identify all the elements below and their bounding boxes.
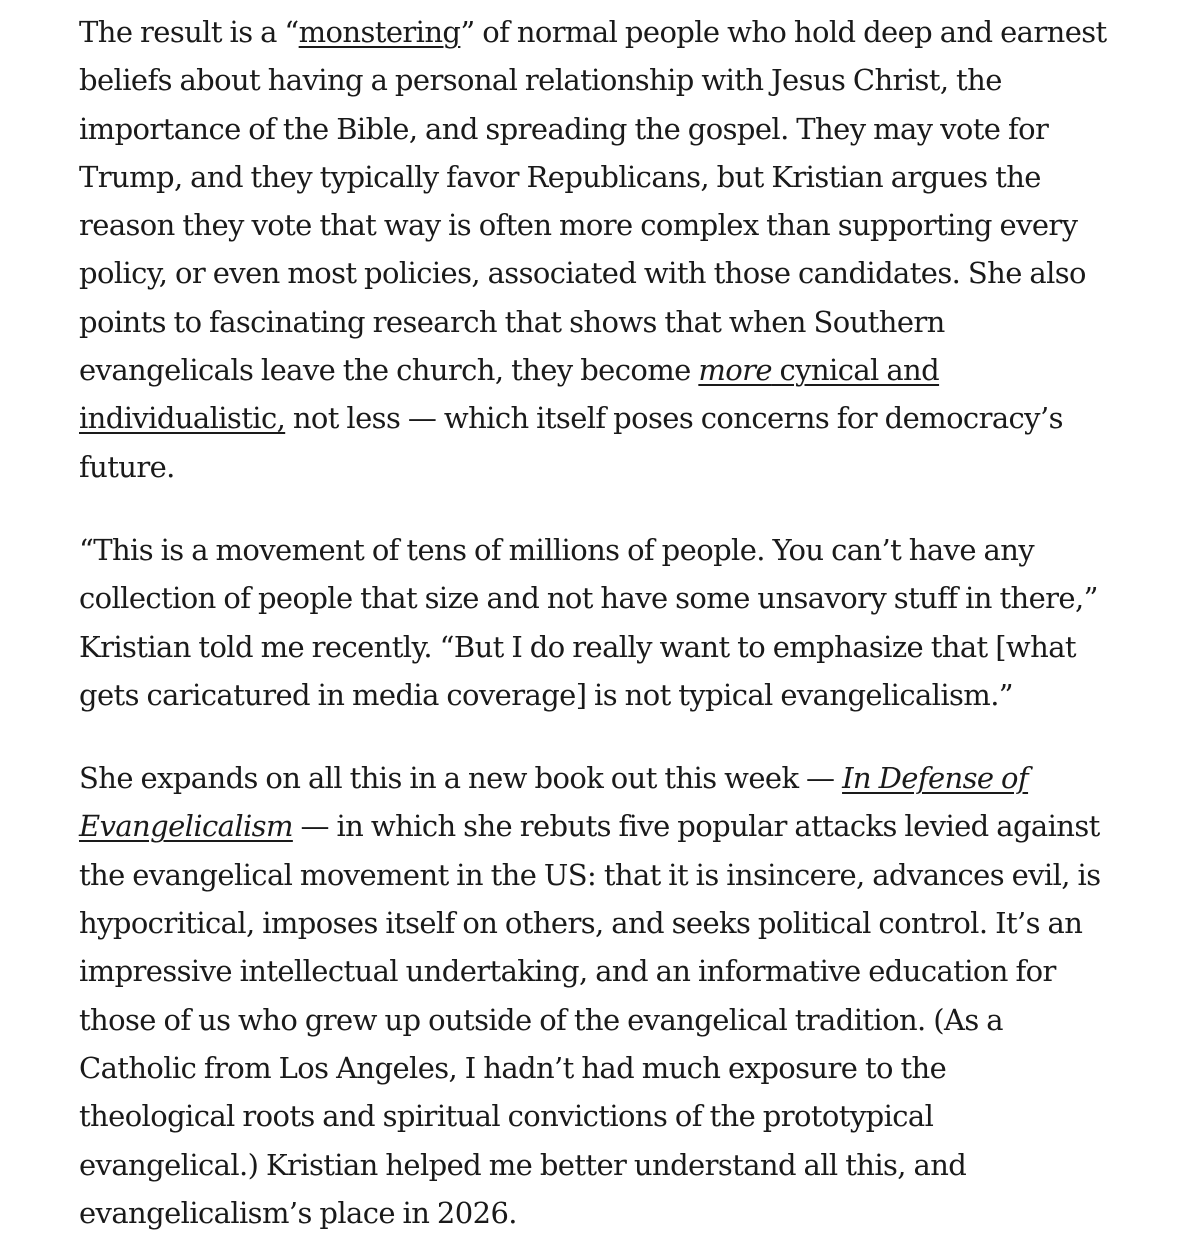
- more-emphasis: more: [698, 353, 772, 388]
- paragraph-book: [79, 754, 1109, 1237]
- book-title: In Defense of Evangelicalism: [79, 761, 1029, 844]
- paragraph-text: She expands on all this in a new book out this week —: [79, 761, 843, 796]
- paragraph-text: The result is a “: [79, 15, 299, 49]
- monstering-link[interactable]: monstering: [298, 15, 461, 49]
- research-link-text: cynical and individualistic,: [79, 353, 940, 436]
- paragraph-text: — in which she rebuts five popular attacks levied against the evangelical movement in the US: that it is insincere, advances evil, is hypocritical, imposes itself on others, and seeks political control. It’s an impressive intellectual undertaking, and an informative education for those of us who grew up outside of the evangelical tradition. (As a Catholic from Los Angeles, I hadn’t had much exposure to the theological roots and spiritual convictions of the prototypical evangelical.) Kristian helped me better understand all this, and evangelicalism’s place in 2026.: [79, 809, 1101, 1230]
- article-body: [79, 8, 1109, 1237]
- paragraph-monstering: [79, 8, 1109, 491]
- paragraph-quote: “This is a movement of tens of millions of people. You can’t have any collection of people that size and not have some unsavory stuff in there,” Kristian told me recently. “But I do really want to emphasize that [what gets caricatured in media coverage] is not typical evangelicalism.”: [79, 532, 1098, 712]
- paragraph-text: not less — which itself poses concerns for democracy’s future.: [79, 401, 1063, 484]
- paragraph-text: ” of normal people who hold deep and earnest beliefs about having a personal relationship with Jesus Christ, the importance of the Bible, and spreading the gospel. They may vote for Trump, and they typically favor Republicans, but Kristian argues the reason they vote that way is often more complex than supporting every policy, or even most policies, associated with those candidates. She also points to fascinating research that shows that when Southern evangelicals leave the church, they become: [79, 15, 1107, 388]
